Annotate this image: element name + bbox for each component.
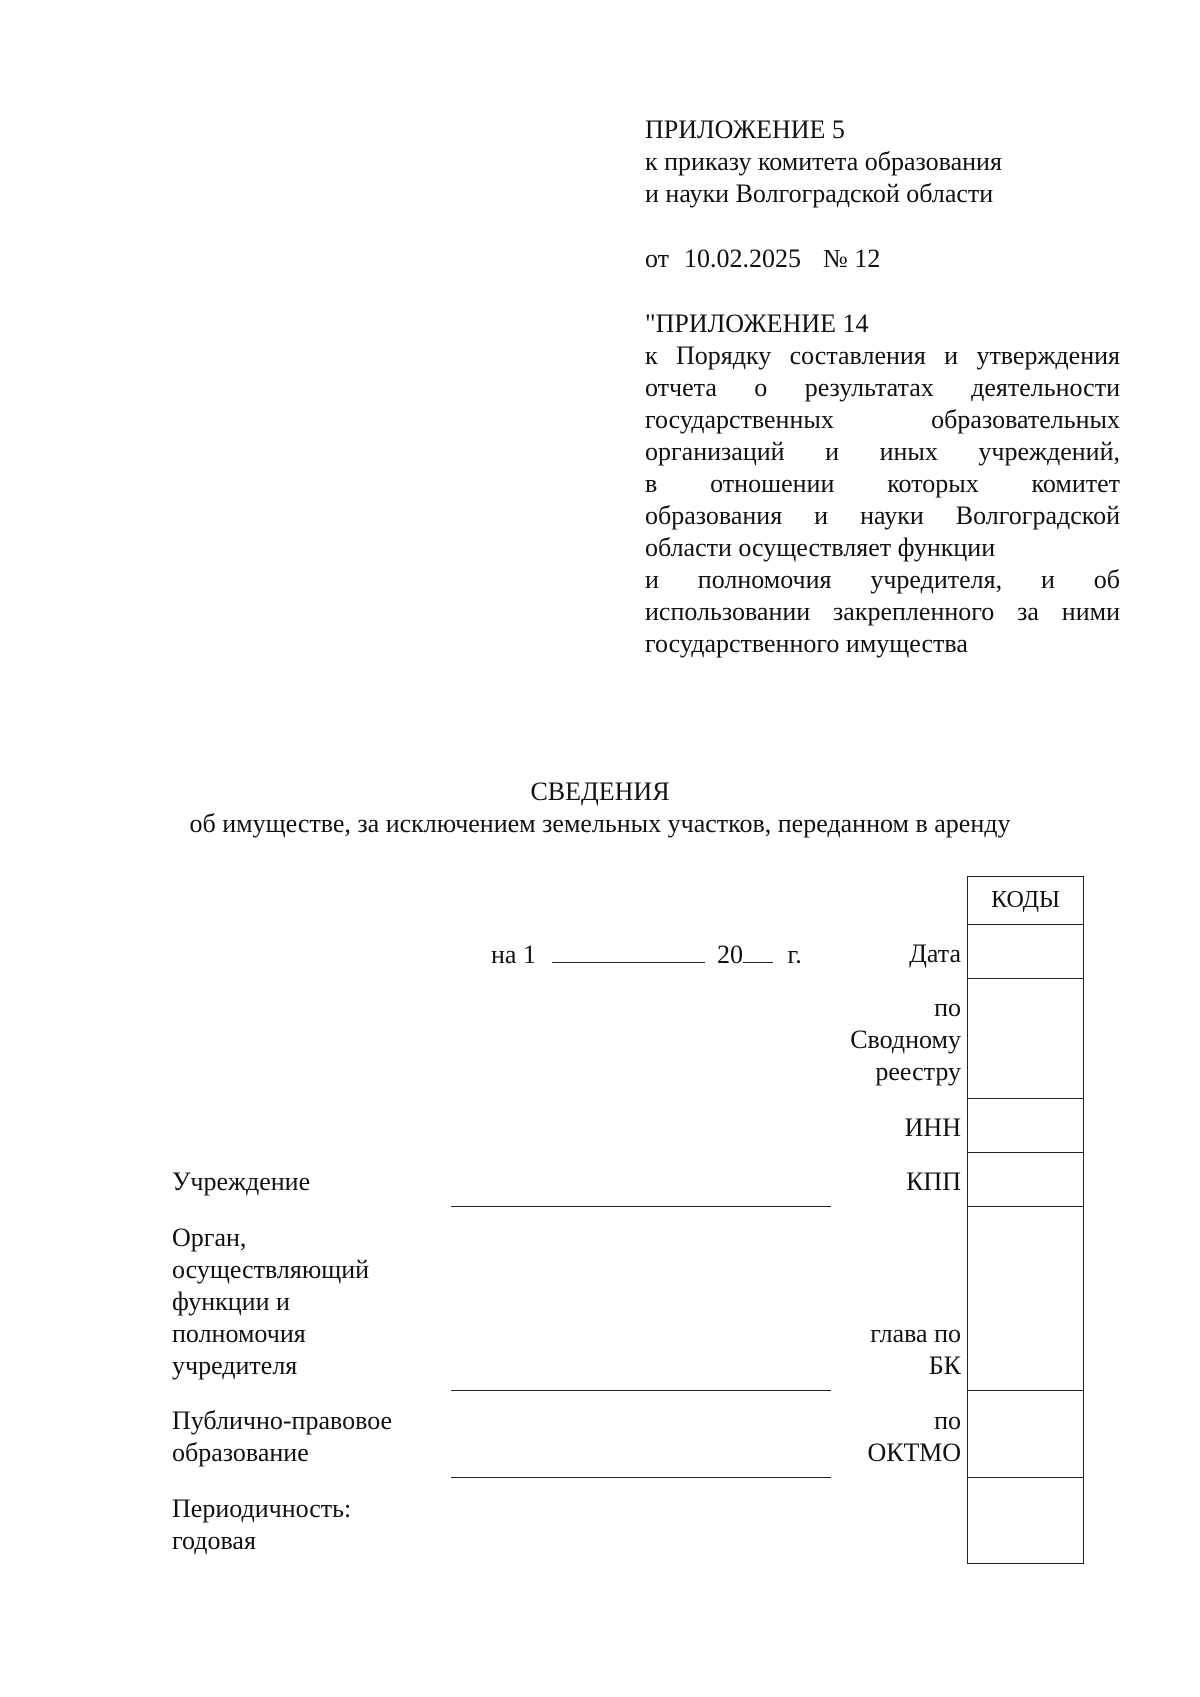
sub-appendix-line: государственного имущества: [645, 629, 968, 658]
sub-appendix-line: к Порядку составления и утверждения: [645, 341, 1120, 370]
label-kpp: КПП: [906, 1167, 961, 1196]
field-organ-1: Орган,: [172, 1223, 247, 1252]
sub-appendix-line: организаций и иных учреждений,: [645, 437, 1120, 466]
public-blank-line: [451, 1477, 831, 1478]
header-block: [645, 114, 1120, 660]
label-registry-3: реестру: [875, 1057, 961, 1086]
code-cell-inn: [968, 1098, 1083, 1152]
code-cell-registry: [968, 978, 1083, 1098]
field-organ-3: функции и: [172, 1287, 290, 1316]
report-year-suffix: г.: [787, 940, 802, 969]
order-from-label: от: [645, 244, 670, 273]
report-date-line: [491, 938, 802, 971]
sub-appendix-line: и полномочия учредителя, и об: [645, 565, 1120, 594]
title-main: СВЕДЕНИЯ: [530, 777, 670, 806]
codes-table: [967, 876, 1084, 1564]
sub-appendix-line: использовании закрепленного за ними: [645, 597, 1120, 626]
month-blank: [552, 938, 705, 963]
field-organ-5: учредителя: [172, 1351, 298, 1380]
sub-appendix-line: области осуществляет функции: [645, 533, 996, 562]
institution-blank-line: [451, 1206, 831, 1207]
label-oktmo-2: ОКТМО: [867, 1438, 961, 1467]
code-cell-period: [968, 1477, 1083, 1563]
order-date-line: [645, 243, 1120, 275]
field-organ-2: осуществляющий: [172, 1255, 370, 1284]
label-chapter-1: глава по: [870, 1319, 961, 1348]
field-public-2: образование: [172, 1438, 309, 1467]
label-date: Дата: [909, 939, 961, 968]
sub-appendix-line: в отношении которых комитет: [645, 469, 1120, 498]
order-date: 10.02.2025: [684, 244, 802, 273]
report-date-prefix: на 1: [491, 940, 536, 969]
sub-appendix-line: отчета о результатах деятельности: [645, 373, 1120, 402]
appendix-line: к приказу комитета образования: [645, 147, 1002, 176]
field-period-1: Периодичность:: [172, 1494, 352, 1523]
field-period-2: годовая: [172, 1526, 256, 1555]
code-cell-date: [968, 924, 1083, 978]
field-organ-4: полномочия: [172, 1319, 306, 1348]
sub-appendix-line: образования и науки Волгоградской: [645, 501, 1120, 530]
report-year-prefix: 20: [716, 940, 743, 969]
order-number: № 12: [823, 244, 881, 273]
label-registry-1: по: [934, 993, 961, 1022]
year-blank: [743, 938, 773, 963]
codes-header: КОДЫ: [991, 887, 1060, 913]
code-cell-kpp: [968, 1152, 1083, 1206]
label-inn: ИНН: [904, 1113, 961, 1142]
sub-appendix-title: "ПРИЛОЖЕНИЕ 14: [645, 309, 869, 338]
appendix-title: ПРИЛОЖЕНИЕ 5: [645, 115, 845, 144]
document-title: [0, 776, 1200, 840]
label-registry-2: Сводному: [850, 1025, 961, 1054]
organ-blank-line: [451, 1390, 831, 1391]
label-chapter-2: БК: [928, 1351, 961, 1380]
field-institution: Учреждение: [172, 1167, 311, 1196]
title-subtitle: об имуществе, за исключением земельных участков, переданном в аренду: [189, 809, 1011, 838]
appendix-line: и науки Волгоградской области: [645, 179, 994, 208]
label-oktmo-1: по: [934, 1406, 961, 1435]
sub-appendix-line: государственных образовательных: [645, 405, 1120, 434]
code-cell-oktmo: [968, 1390, 1083, 1477]
code-cell-chapter: [968, 1206, 1083, 1390]
field-public-1: Публично-правовое: [172, 1406, 393, 1435]
